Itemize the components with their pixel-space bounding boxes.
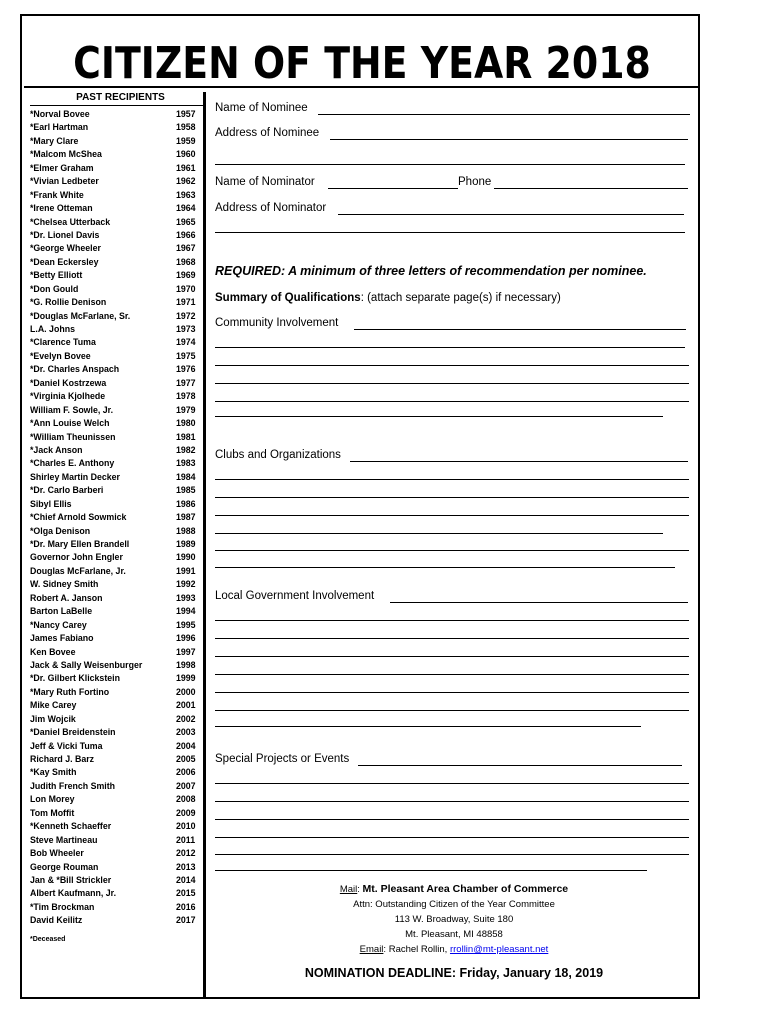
recipient-year: 1979 [176, 404, 196, 415]
recipient-year: 1998 [176, 659, 196, 670]
local-gov-line[interactable] [215, 726, 641, 727]
recipient-name: Richard J. Barz [30, 754, 95, 764]
recipient-name: L.A. Johns [30, 324, 75, 334]
recipient-name: *Kenneth Schaeffer [30, 821, 112, 832]
mail-line: Mail: Mt. Pleasant Area Chamber of Commerce [339, 883, 569, 895]
recipient-row [30, 498, 200, 511]
email-line: Email: Rachel Rollin, rrollin@mt-pleasant.net [359, 944, 549, 955]
nominee-name-label: Name of Nominee [215, 102, 308, 114]
recipient-year: 2015 [176, 888, 196, 899]
recipient-name: Steve Martineau [30, 834, 98, 845]
recipient-name: Jim Wojcik [30, 713, 76, 724]
recipient-row [30, 861, 200, 874]
nominator-address-line-2[interactable] [215, 232, 685, 233]
recipient-year: 1971 [176, 297, 196, 308]
recipient-row [30, 713, 200, 726]
recipient-name: *Earl Hartman [30, 122, 89, 133]
recipient-name: *Dr. Carlo Barberi [30, 485, 104, 496]
recipient-year: 1965 [176, 216, 196, 227]
community-line[interactable] [215, 416, 663, 417]
recipient-year: 2001 [176, 700, 196, 711]
community-involvement-field[interactable] [354, 329, 686, 330]
recipient-year: 1976 [176, 364, 196, 375]
recipient-year: 1966 [176, 229, 196, 240]
recipient-year: 1989 [176, 539, 196, 549]
local-government-field[interactable] [390, 602, 688, 603]
recipient-year: 1992 [176, 579, 196, 590]
past-recipients-heading: PAST RECIPIENTS [30, 92, 203, 106]
community-line[interactable] [215, 383, 689, 384]
email-contact-name: Rachel Rollin, [388, 944, 448, 955]
recipient-row [30, 565, 200, 578]
recipient-row [30, 686, 200, 699]
nominator-name-label: Name of Nominator [215, 176, 315, 188]
recipient-name: Jan & *Bill Strickler [30, 874, 112, 885]
recipient-year: 1996 [176, 633, 196, 644]
recipient-year: 1958 [176, 122, 196, 133]
recipient-name: *Betty Elliott [30, 270, 83, 281]
nominator-address-label: Address of Nominator [215, 202, 327, 214]
street-line: 113 W. Broadway, Suite 180 [394, 914, 514, 925]
recipient-row [30, 780, 200, 793]
recipient-name: *Tim Brockman [30, 901, 95, 912]
recipient-year: 2000 [176, 686, 196, 697]
special-projects-field[interactable] [358, 765, 682, 766]
recipient-year: 1984 [176, 471, 196, 482]
local-gov-line[interactable] [215, 638, 689, 639]
recipient-name: *George Wheeler [30, 243, 101, 254]
recipient-row [30, 619, 200, 632]
recipient-row [30, 834, 200, 847]
recipient-name: *Dr. Lionel Davis [30, 229, 100, 240]
recipient-year: 1980 [176, 418, 196, 429]
clubs-line[interactable] [215, 479, 689, 480]
recipient-row [30, 793, 200, 806]
past-recipients-column [30, 92, 200, 943]
community-line[interactable] [215, 401, 689, 402]
recipient-row [30, 216, 200, 229]
required-notice: REQUIRED: A minimum of three letters of recommendation per nominee. [215, 264, 647, 278]
recipient-year: 1997 [176, 646, 196, 657]
recipient-name: *Dr. Mary Ellen Brandell [30, 539, 130, 549]
local-gov-line[interactable] [215, 692, 689, 693]
title-divider [24, 86, 700, 88]
special-line[interactable] [215, 837, 689, 838]
summary-heading-bold: Summary of Qualifications [215, 292, 361, 304]
recipient-name: Governor John Engler [30, 552, 123, 563]
recipient-name: *Dr. Gilbert Klickstein [30, 673, 120, 684]
recipient-row [30, 471, 200, 484]
recipient-row [30, 847, 200, 860]
attn-line: Attn: Outstanding Citizen of the Year Committee [353, 899, 555, 910]
recipient-row [30, 632, 200, 645]
recipient-row [30, 807, 200, 820]
recipient-row [30, 135, 200, 148]
recipient-year: 2002 [176, 713, 196, 724]
recipient-row [30, 874, 200, 887]
special-line[interactable] [215, 854, 689, 855]
deceased-footnote: *Deceased [30, 935, 66, 943]
recipient-name: *Norval Bovee [30, 109, 90, 119]
recipient-name: *Mary Ruth Fortino [30, 686, 110, 697]
recipient-row [30, 592, 200, 605]
recipient-year: 1982 [176, 444, 196, 455]
clubs-line[interactable] [215, 567, 675, 568]
recipient-row [30, 189, 200, 202]
recipient-name: *Chelsea Utterback [30, 216, 111, 227]
recipient-row [30, 256, 200, 269]
recipient-row [30, 148, 200, 161]
recipient-name: *Elmer Graham [30, 162, 94, 173]
nominator-name-field[interactable] [328, 188, 458, 189]
recipient-year: 1963 [176, 189, 196, 200]
special-line[interactable] [215, 801, 689, 802]
nominee-name-field[interactable] [318, 114, 690, 115]
recipient-row [30, 672, 200, 685]
recipient-name: *Clarence Tuma [30, 337, 96, 348]
nomination-deadline: NOMINATION DEADLINE: Friday, January 18, 2019 [304, 966, 604, 980]
recipient-year: 1983 [176, 458, 196, 469]
past-recipients-list [30, 108, 200, 928]
recipient-name: *Irene Otteman [30, 203, 93, 214]
recipient-row [30, 766, 200, 779]
recipient-name: *Jack Anson [30, 444, 83, 455]
community-involvement-label: Community Involvement [215, 317, 339, 329]
recipient-name: James Fabiano [30, 633, 94, 644]
recipient-year: 1990 [176, 552, 196, 563]
recipient-name: *G. Rollie Denison [30, 297, 107, 308]
summary-heading [215, 292, 561, 304]
recipient-name: *William Theunissen [30, 431, 116, 442]
recipient-year: 2004 [176, 740, 196, 751]
recipient-year: 1970 [176, 283, 196, 294]
recipient-row [30, 175, 200, 188]
recipient-year: 1967 [176, 243, 196, 254]
recipient-year: 1995 [176, 619, 196, 630]
recipient-row [30, 229, 200, 242]
recipient-year: 1959 [176, 135, 196, 146]
recipient-name: W. Sidney Smith [30, 579, 99, 590]
recipient-row [30, 914, 200, 927]
recipient-year: 1973 [176, 324, 196, 334]
recipient-row [30, 699, 200, 712]
special-line[interactable] [215, 783, 689, 784]
recipient-year: 2013 [176, 861, 196, 872]
community-line[interactable] [215, 347, 685, 348]
recipient-year: 1964 [176, 203, 196, 214]
recipient-name: Albert Kaufmann, Jr. [30, 888, 117, 899]
recipient-row [30, 753, 200, 766]
recipient-row [30, 444, 200, 457]
recipient-row [30, 887, 200, 900]
local-gov-line[interactable] [215, 620, 689, 621]
recipient-year: 2006 [176, 767, 196, 778]
recipient-year: 1978 [176, 391, 196, 402]
clubs-organizations-label: Clubs and Organizations [215, 449, 341, 461]
recipient-name: Jeff & Vicki Tuma [30, 740, 103, 751]
recipient-name: Sibyl Ellis [30, 498, 72, 509]
nominee-address-line-2[interactable] [215, 164, 685, 165]
recipient-name: *Olga Denison [30, 525, 91, 536]
recipient-year: 2011 [176, 834, 196, 845]
local-gov-line[interactable] [215, 656, 689, 657]
recipient-year: 2016 [176, 901, 196, 912]
recipient-name: George Rouman [30, 861, 99, 872]
recipient-row [30, 377, 200, 390]
recipient-year: 2003 [176, 727, 196, 738]
recipient-year: 1957 [176, 109, 196, 119]
recipient-name: Jack & Sally Weisenburger [30, 659, 143, 670]
recipient-year: 1975 [176, 350, 196, 361]
clubs-organizations-field[interactable] [350, 461, 688, 462]
recipient-year: 1987 [176, 512, 196, 523]
recipient-year: 1991 [176, 565, 196, 576]
recipient-year: 1994 [176, 606, 196, 617]
recipient-row [30, 901, 200, 914]
page-title: CITIZEN OF THE YEAR 2018 [73, 38, 651, 89]
recipient-row [30, 336, 200, 349]
local-government-label: Local Government Involvement [215, 590, 375, 602]
recipient-row [30, 457, 200, 470]
email-link[interactable]: rrollin@mt-pleasant.net [449, 944, 549, 955]
recipient-year: 1985 [176, 485, 196, 496]
recipient-row [30, 511, 200, 524]
recipient-name: *Malcom McShea [30, 149, 102, 160]
recipient-row [30, 323, 200, 336]
phone-field[interactable] [494, 188, 688, 189]
recipient-year: 1961 [176, 162, 196, 173]
recipient-year: 1993 [176, 592, 196, 603]
recipient-row [30, 726, 200, 739]
recipient-name: *Virginia Kjolhede [30, 391, 106, 402]
recipient-name: Robert A. Janson [30, 592, 103, 603]
recipient-year: 2014 [176, 874, 196, 885]
recipient-row [30, 659, 200, 672]
recipient-row [30, 269, 200, 282]
recipient-year: 1969 [176, 270, 196, 281]
nominee-address-field[interactable] [330, 139, 688, 140]
recipient-name: Judith French Smith [30, 780, 116, 791]
phone-label: Phone [458, 176, 492, 188]
clubs-line[interactable] [215, 550, 689, 551]
recipient-row [30, 605, 200, 618]
chamber-name: Mt. Pleasant Area Chamber of Commerce [362, 883, 569, 895]
recipient-name: *Douglas McFarlane, Sr. [30, 310, 131, 321]
recipient-row [30, 390, 200, 403]
recipient-name: *Mary Clare [30, 135, 79, 146]
recipient-name: *Dean Eckersley [30, 256, 99, 267]
recipient-year: 2008 [176, 794, 196, 805]
recipient-year: 1962 [176, 176, 196, 187]
special-line[interactable] [215, 870, 647, 871]
city-line: Mt. Pleasant, MI 48858 [405, 929, 503, 940]
recipient-year: 2009 [176, 807, 196, 818]
email-label: Email [359, 944, 384, 955]
recipient-row [30, 350, 200, 363]
recipient-year: 1988 [176, 525, 196, 536]
recipient-row [30, 404, 200, 417]
recipient-row [30, 283, 200, 296]
recipient-year: 2017 [176, 915, 196, 926]
recipient-name: *Nancy Carey [30, 619, 87, 630]
recipient-row [30, 417, 200, 430]
recipient-name: Bob Wheeler [30, 848, 84, 859]
recipient-year: 1974 [176, 337, 196, 348]
recipient-year: 1986 [176, 498, 196, 509]
recipient-row [30, 578, 200, 591]
recipient-row [30, 431, 200, 444]
recipient-name: Shirley Martin Decker [30, 471, 120, 482]
column-divider [203, 92, 206, 997]
recipient-row [30, 646, 200, 659]
mail-address-block [215, 882, 693, 957]
recipient-name: *Ann Louise Welch [30, 418, 110, 429]
clubs-line[interactable] [215, 533, 663, 534]
recipient-name: Lon Morey [30, 794, 75, 805]
clubs-line[interactable] [215, 497, 689, 498]
recipient-year: 1968 [176, 256, 196, 267]
recipient-row [30, 820, 200, 833]
local-gov-line[interactable] [215, 674, 689, 675]
special-projects-label: Special Projects or Events [215, 753, 350, 765]
recipient-name: Mike Carey [30, 700, 77, 711]
nominee-address-label: Address of Nominee [215, 127, 320, 139]
recipient-row [30, 740, 200, 753]
recipient-name: *Chief Arnold Sowmick [30, 512, 127, 523]
recipient-name: *Frank White [30, 189, 84, 200]
recipient-name: *Don Gould [30, 283, 79, 294]
clubs-line[interactable] [215, 515, 689, 516]
recipient-row [30, 202, 200, 215]
nominator-address-field[interactable] [338, 214, 684, 215]
recipient-name: *Dr. Charles Anspach [30, 364, 120, 375]
recipient-year: 2005 [176, 754, 196, 764]
summary-heading-note: : (attach separate page(s) if necessary) [360, 292, 561, 304]
recipient-year: 1999 [176, 673, 196, 684]
recipient-row [30, 108, 200, 121]
recipient-row [30, 310, 200, 323]
recipient-year: 2010 [176, 821, 196, 832]
special-line[interactable] [215, 819, 689, 820]
recipient-year: 2012 [176, 848, 196, 859]
recipient-year: 1981 [176, 431, 196, 442]
recipient-row [30, 525, 200, 538]
recipient-name: *Vivian Ledbeter [30, 176, 99, 187]
recipient-name: *Kay Smith [30, 767, 77, 778]
recipient-name: Barton LaBelle [30, 606, 93, 617]
recipient-row [30, 162, 200, 175]
local-gov-line[interactable] [215, 710, 689, 711]
recipient-row [30, 484, 200, 497]
community-line[interactable] [215, 365, 689, 366]
recipient-name: *Daniel Breidenstein [30, 727, 116, 738]
recipient-year: 1960 [176, 149, 196, 160]
recipient-name: Ken Bovee [30, 646, 76, 657]
recipient-name: *Evelyn Bovee [30, 350, 91, 361]
recipient-row [30, 296, 200, 309]
recipient-name: David Keilitz [30, 915, 83, 926]
recipient-year: 1972 [176, 310, 196, 321]
mail-label: Mail [339, 884, 358, 895]
recipient-row [30, 551, 200, 564]
recipient-name: *Daniel Kostrzewa [30, 377, 107, 388]
recipient-name: *Charles E. Anthony [30, 458, 115, 469]
recipient-row [30, 538, 200, 551]
recipient-row [30, 363, 200, 376]
recipient-row [30, 242, 200, 255]
recipient-year: 2007 [176, 780, 196, 791]
recipient-name: William F. Sowle, Jr. [30, 404, 114, 415]
recipient-name: Tom Moffit [30, 807, 75, 818]
recipient-row [30, 121, 200, 134]
recipient-name: Douglas McFarlane, Jr. [30, 565, 126, 576]
recipient-year: 1977 [176, 377, 196, 388]
